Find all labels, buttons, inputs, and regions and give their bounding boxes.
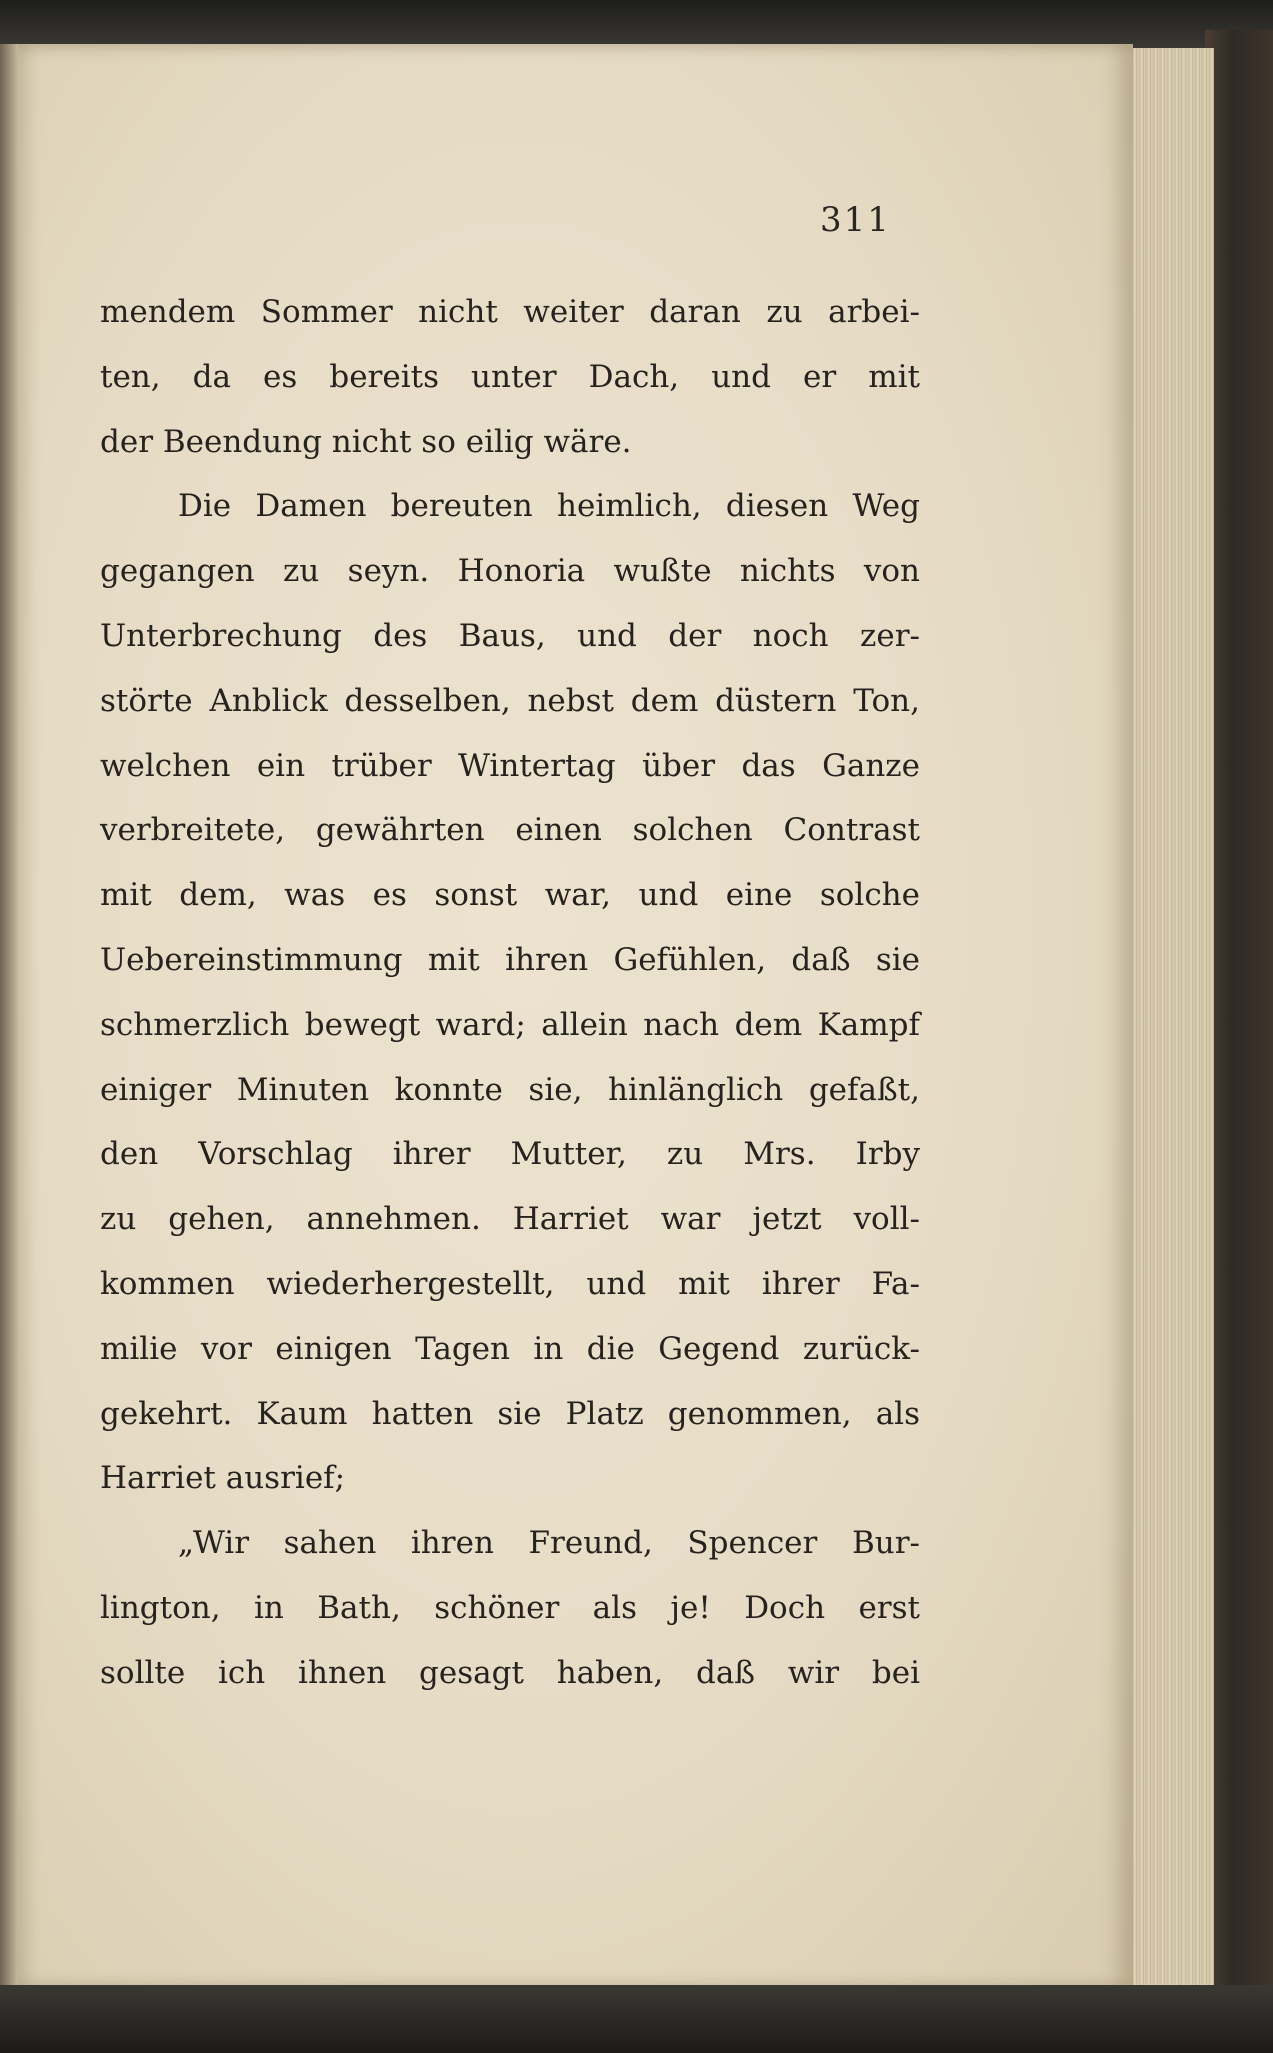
book-cover-bottom [0, 1985, 1273, 2053]
text-line: den Vorschlag ihrer Mutter, zu Mrs. Irby [100, 1136, 920, 1173]
text-line: gegangen zu seyn. Honoria wußte nichts von [100, 553, 920, 590]
text-line: schmerzlich bewegt ward; allein nach dem Kampf [100, 1006, 920, 1043]
text-line: Uebereinstimmung mit ihren Gefühlen, daß sie [100, 941, 920, 978]
text-line: kommen wiederhergestellt, und mit ihrer Fa- [100, 1265, 920, 1302]
page-gutter [0, 44, 20, 1989]
page-edges [1128, 48, 1214, 1988]
text-line: lington, in Bath, schöner als je! Doch erst [100, 1589, 920, 1626]
text-line: „Wir sahen ihren Freund, Spencer Bur- [178, 1525, 920, 1562]
text-line: mit dem, was es sonst war, und eine solche [100, 877, 920, 914]
text-line: einiger Minuten konnte sie, hinlänglich gefaßt, [100, 1071, 920, 1108]
book-cover-right [1205, 30, 1273, 2020]
text-line: sollte ich ihnen gesagt haben, daß wir bei [100, 1654, 920, 1691]
text-line: ten, da es bereits unter Dach, und er mit [100, 358, 920, 395]
text-line: milie vor einigen Tagen in die Gegend zurück- [100, 1330, 920, 1367]
book-cover-top [0, 0, 1273, 48]
text-line: Die Damen bereuten heimlich, diesen Weg [178, 488, 920, 525]
text-line: Harriet ausrief; [100, 1460, 346, 1497]
text-line: welchen ein trüber Wintertag über das Ganze [100, 747, 920, 784]
text-line: gekehrt. Kaum hatten sie Platz genommen, als [100, 1395, 920, 1432]
text-line: Unterbrechung des Baus, und der noch zer- [100, 617, 920, 654]
text-line: verbreitete, gewährten einen solchen Contrast [100, 812, 920, 849]
body-text [100, 280, 920, 1706]
text-line: zu gehen, annehmen. Harriet war jetzt voll- [100, 1201, 920, 1238]
page-number: 311 [820, 200, 891, 240]
text-line: der Beendung nicht so eilig wäre. [100, 423, 632, 460]
text-line: mendem Sommer nicht weiter daran zu arbei- [100, 294, 920, 330]
text-line: störte Anblick desselben, nebst dem düstern Ton, [100, 682, 920, 719]
